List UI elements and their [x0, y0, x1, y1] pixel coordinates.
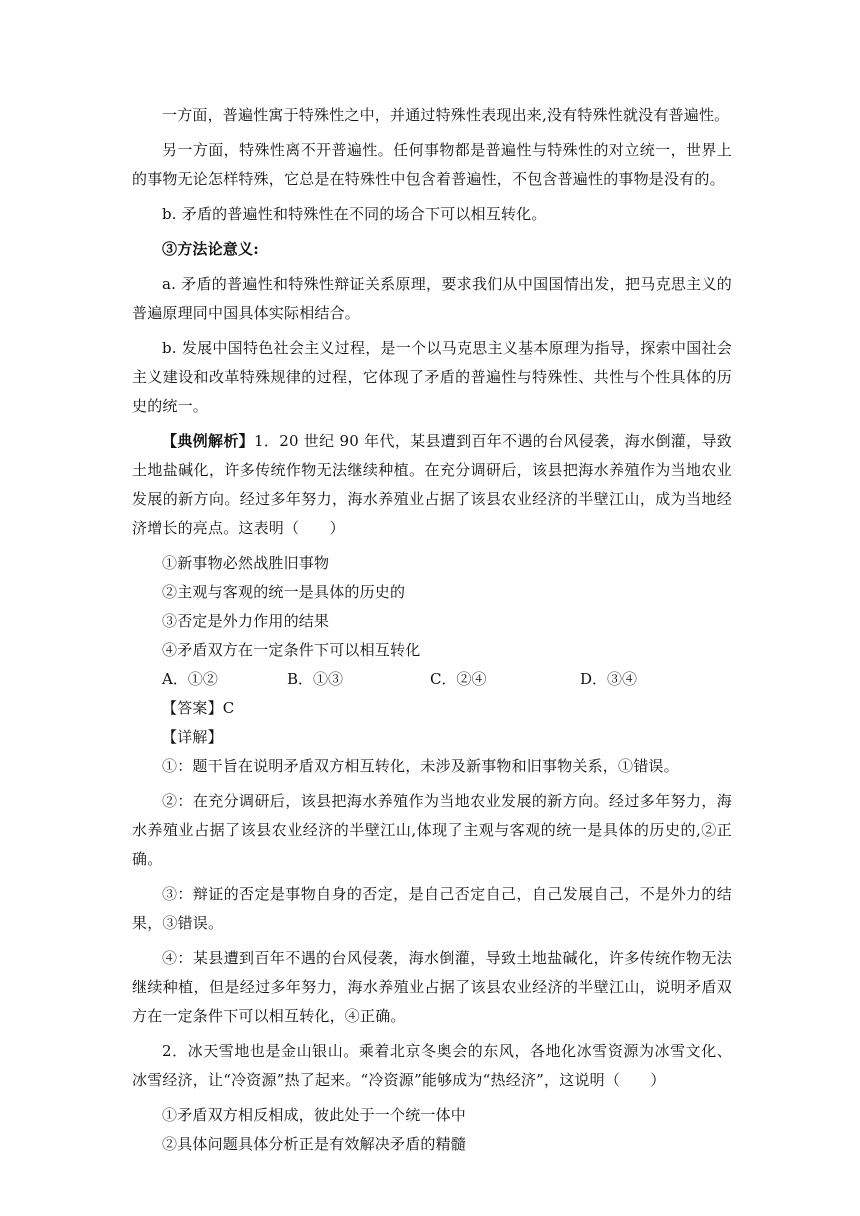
question-1-options	[132, 665, 732, 694]
option-d: D．③④	[580, 670, 638, 688]
question-1	[132, 427, 732, 543]
question-1-item: ④矛盾双方在一定条件下可以相互转化	[162, 641, 421, 659]
heading-methodology: ③方法论意义:	[162, 240, 259, 258]
paragraph-universality: 一方面，普遍性寓于特殊性之中，并通过特殊性表现出来,没有特殊性就没有普遍性。	[162, 106, 730, 124]
question-1-item: ③否定是外力作用的结果	[162, 612, 330, 630]
question-1-item: ①新事物必然战胜旧事物	[162, 554, 330, 572]
detail-item: ④：某县遭到百年不遇的台风侵袭，海水倒灌，导致土地盐碱化，许多传统作物无法继续种植，但是经过多年努力，海水养殖业占据了该县农业经济的半壁江山，说明矛盾双方在一定条件下可以相互转化，④正确。	[132, 949, 732, 1025]
question-2-item: ②具体问题具体分析正是有效解决矛盾的精髓	[162, 1135, 467, 1153]
question-2: 2．冰天雪地也是金山银山。乘着北京冬奥会的东风，各地化冰雪资源为冰雪文化、冰雪经济，让“冷资源”热了起来。“冷资源”能够成为“热经济”，这说明（ ）	[132, 1042, 732, 1089]
paragraph-method-b: b. 发展中国特色社会主义过程，是一个以马克思主义基本原理为指导，探索中国社会主义建设和改革特殊规律的过程，它体现了矛盾的普遍性与特殊性、共性与个性具体的历史的统一。	[132, 339, 732, 415]
document-body	[132, 101, 732, 1179]
question-1-item: ②主观与客观的统一是具体的历史的	[162, 583, 406, 601]
detail-item: ③：辩证的否定是事物自身的否定，是自己否定自己，自己发展自己，不是外力的结果，③错误。	[132, 885, 732, 932]
paragraph-method-a: a. 矛盾的普遍性和特殊性辩证关系原理，要求我们从中国国情出发，把马克思主义的普遍原理同中国具体实际相结合。	[132, 275, 732, 322]
detail-item: ②：在充分调研后，该县把海水养殖作为当地农业发展的新方向。经过多年努力，海水养殖业占据了该县农业经济的半壁江山,体现了主观与客观的统一是具体的历史的,②正确。	[132, 792, 732, 868]
option-b: B．①③	[287, 670, 344, 688]
detail-item: ①：题干旨在说明矛盾双方相互转化，未涉及新事物和旧事物关系，①错误。	[162, 757, 679, 775]
option-c: C．②④	[430, 670, 487, 688]
example-label: 【典例解析】	[162, 432, 254, 450]
answer: 【答案】C	[162, 699, 235, 717]
question-1-text: 1．20 世纪 90 年代，某县遭到百年不遇的台风侵袭，海水倒灌，导致土地盐碱化，许多传统作物无法继续种植。在充分调研后，该县把海水养殖作为当地农业发展的新方向。经过多年努力，海水养殖业占据了该县农业经济的半壁江山，成为当地经济增长的亮点。这表明（ ）	[132, 432, 732, 537]
question-2-item: ①矛盾双方相反相成，彼此处于一个统一体中	[162, 1106, 467, 1124]
paragraph-particularity: 另一方面，特殊性离不开普遍性。任何事物都是普遍性与特殊性的对立统一，世界上的事物无论怎样特殊，它总是在特殊性中包含着普遍性，不包含普遍性的事物是没有的。	[132, 141, 732, 188]
paragraph-conversion: b. 矛盾的普遍性和特殊性在不同的场合下可以相互转化。	[162, 205, 547, 223]
detail-label: 【详解】	[162, 728, 223, 746]
option-a: A．①②	[162, 670, 218, 688]
